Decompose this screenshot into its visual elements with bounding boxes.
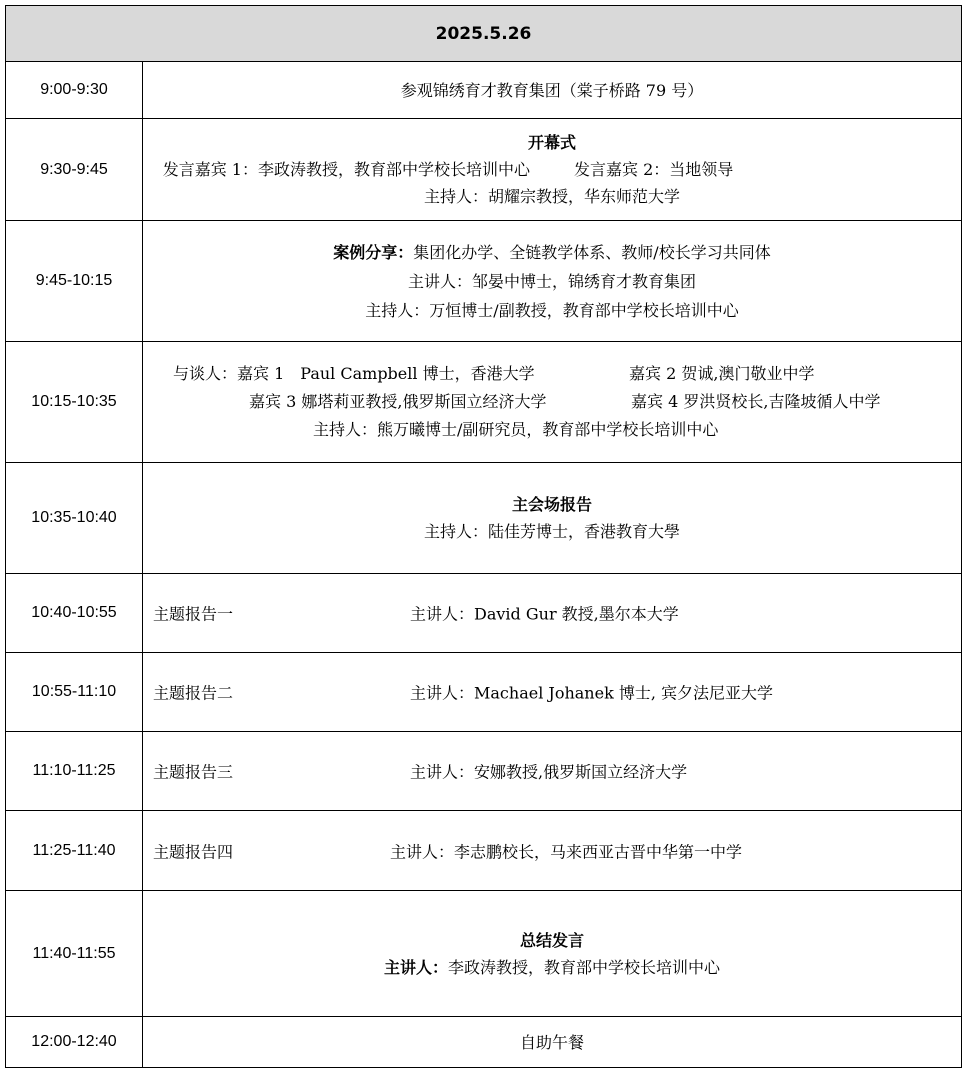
speaker-1: 发言嘉宾 1：李政涛教授，教育部中学校长培训中心 bbox=[162, 160, 530, 179]
panel-cell bbox=[143, 342, 962, 463]
time-cell: 9:30-9:45 bbox=[6, 119, 143, 221]
keynote-speaker: 主讲人：Machael Johanek 博士, 宾夕法尼亚大学 bbox=[410, 683, 774, 703]
keynote-title: 主题报告一 bbox=[153, 604, 234, 624]
keynote-cell bbox=[143, 811, 962, 891]
schedule-row bbox=[6, 62, 962, 119]
keynote-title: 主题报告三 bbox=[153, 762, 234, 782]
guest-3: 嘉宾 3 娜塔莉亚教授,俄罗斯国立经济大学 bbox=[249, 392, 547, 411]
guest-4: 嘉宾 4 罗洪贤校长,吉隆坡循人中学 bbox=[631, 392, 881, 411]
keynote-4 bbox=[143, 812, 961, 890]
speaker: 主讲人：邹晏中博士，锦绣育才教育集团 bbox=[407, 271, 696, 291]
schedule-row bbox=[6, 811, 962, 891]
schedule-row bbox=[6, 119, 962, 221]
time-cell: 10:15-10:35 bbox=[6, 342, 143, 463]
host: 主持人：万恒博士/副教授，教育部中学校长培训中心 bbox=[365, 300, 739, 320]
date-header: 2025.5.26 bbox=[6, 6, 962, 62]
schedule-row bbox=[6, 653, 962, 732]
host: 主持人：熊万曦博士/副研究员，教育部中学校长培训中心 bbox=[313, 420, 719, 439]
visit-text: 参观锦绣育才教育集团（棠子桥路 79 号） bbox=[143, 62, 962, 119]
keynote-cell bbox=[143, 574, 962, 653]
time-cell: 11:40-11:55 bbox=[6, 891, 143, 1017]
time-cell: 12:00-12:40 bbox=[6, 1017, 143, 1068]
keynote-speaker: 主讲人：李志鹏校长，马来西亚古晋中华第一中学 bbox=[390, 842, 743, 861]
time-cell: 11:10-11:25 bbox=[6, 732, 143, 811]
time-cell: 9:45-10:15 bbox=[6, 221, 143, 342]
schedule-row bbox=[6, 221, 962, 342]
date-header-row bbox=[6, 6, 962, 62]
session-title: 开幕式 bbox=[527, 133, 576, 152]
host: 主持人：陆佳芳博士，香港教育大學 bbox=[423, 522, 680, 541]
schedule-row bbox=[6, 463, 962, 574]
host: 主持人：胡耀宗教授，华东师范大学 bbox=[423, 187, 680, 206]
speaker: 李政涛教授，教育部中学校长培训中心 bbox=[448, 957, 721, 977]
keynote-cell bbox=[143, 653, 962, 732]
session-title: 主会场报告 bbox=[511, 495, 592, 514]
closing-cell bbox=[143, 891, 962, 1017]
keynote-1 bbox=[143, 575, 961, 652]
keynote-title: 主题报告四 bbox=[153, 842, 234, 861]
schedule-row bbox=[6, 574, 962, 653]
speaker-label: 主讲人： bbox=[383, 957, 448, 977]
session-title: 总结发言 bbox=[519, 930, 584, 950]
schedule-row bbox=[6, 891, 962, 1017]
keynote-3 bbox=[143, 733, 961, 810]
guest-1: 与谈人：嘉宾 1 Paul Campbell 博士，香港大学 bbox=[173, 364, 535, 383]
main-report-cell bbox=[143, 463, 962, 574]
speaker-line bbox=[143, 156, 961, 183]
case-topic-line bbox=[143, 238, 961, 267]
panel-block bbox=[143, 356, 961, 448]
case-topic: 集团化办学、全链教学体系、教师/校长学习共同体 bbox=[413, 242, 771, 262]
guest-2: 嘉宾 2 贺诚,澳门敬业中学 bbox=[629, 364, 815, 383]
keynote-speaker: 主讲人：安娜教授,俄罗斯国立经济大学 bbox=[410, 762, 688, 782]
speaker-2: 发言嘉宾 2：当地领导 bbox=[574, 160, 734, 179]
time-cell: 10:55-11:10 bbox=[6, 653, 143, 732]
time-cell: 10:40-10:55 bbox=[6, 574, 143, 653]
lunch-text: 自助午餐 bbox=[143, 1017, 962, 1068]
keynote-cell bbox=[143, 732, 962, 811]
schedule-table bbox=[5, 5, 962, 1068]
case-label: 案例分享： bbox=[333, 242, 414, 262]
keynote-title: 主题报告二 bbox=[153, 683, 234, 703]
schedule-row bbox=[6, 732, 962, 811]
time-cell: 10:35-10:40 bbox=[6, 463, 143, 574]
schedule-row bbox=[6, 1017, 962, 1068]
case-share-cell bbox=[143, 221, 962, 342]
schedule-row bbox=[6, 342, 962, 463]
time-cell: 11:25-11:40 bbox=[6, 811, 143, 891]
time-cell: 9:00-9:30 bbox=[6, 62, 143, 119]
opening-cell bbox=[143, 119, 962, 221]
keynote-speaker: 主讲人：David Gur 教授,墨尔本大学 bbox=[410, 604, 679, 624]
closing-speaker-line bbox=[143, 954, 961, 981]
keynote-2 bbox=[143, 654, 961, 731]
